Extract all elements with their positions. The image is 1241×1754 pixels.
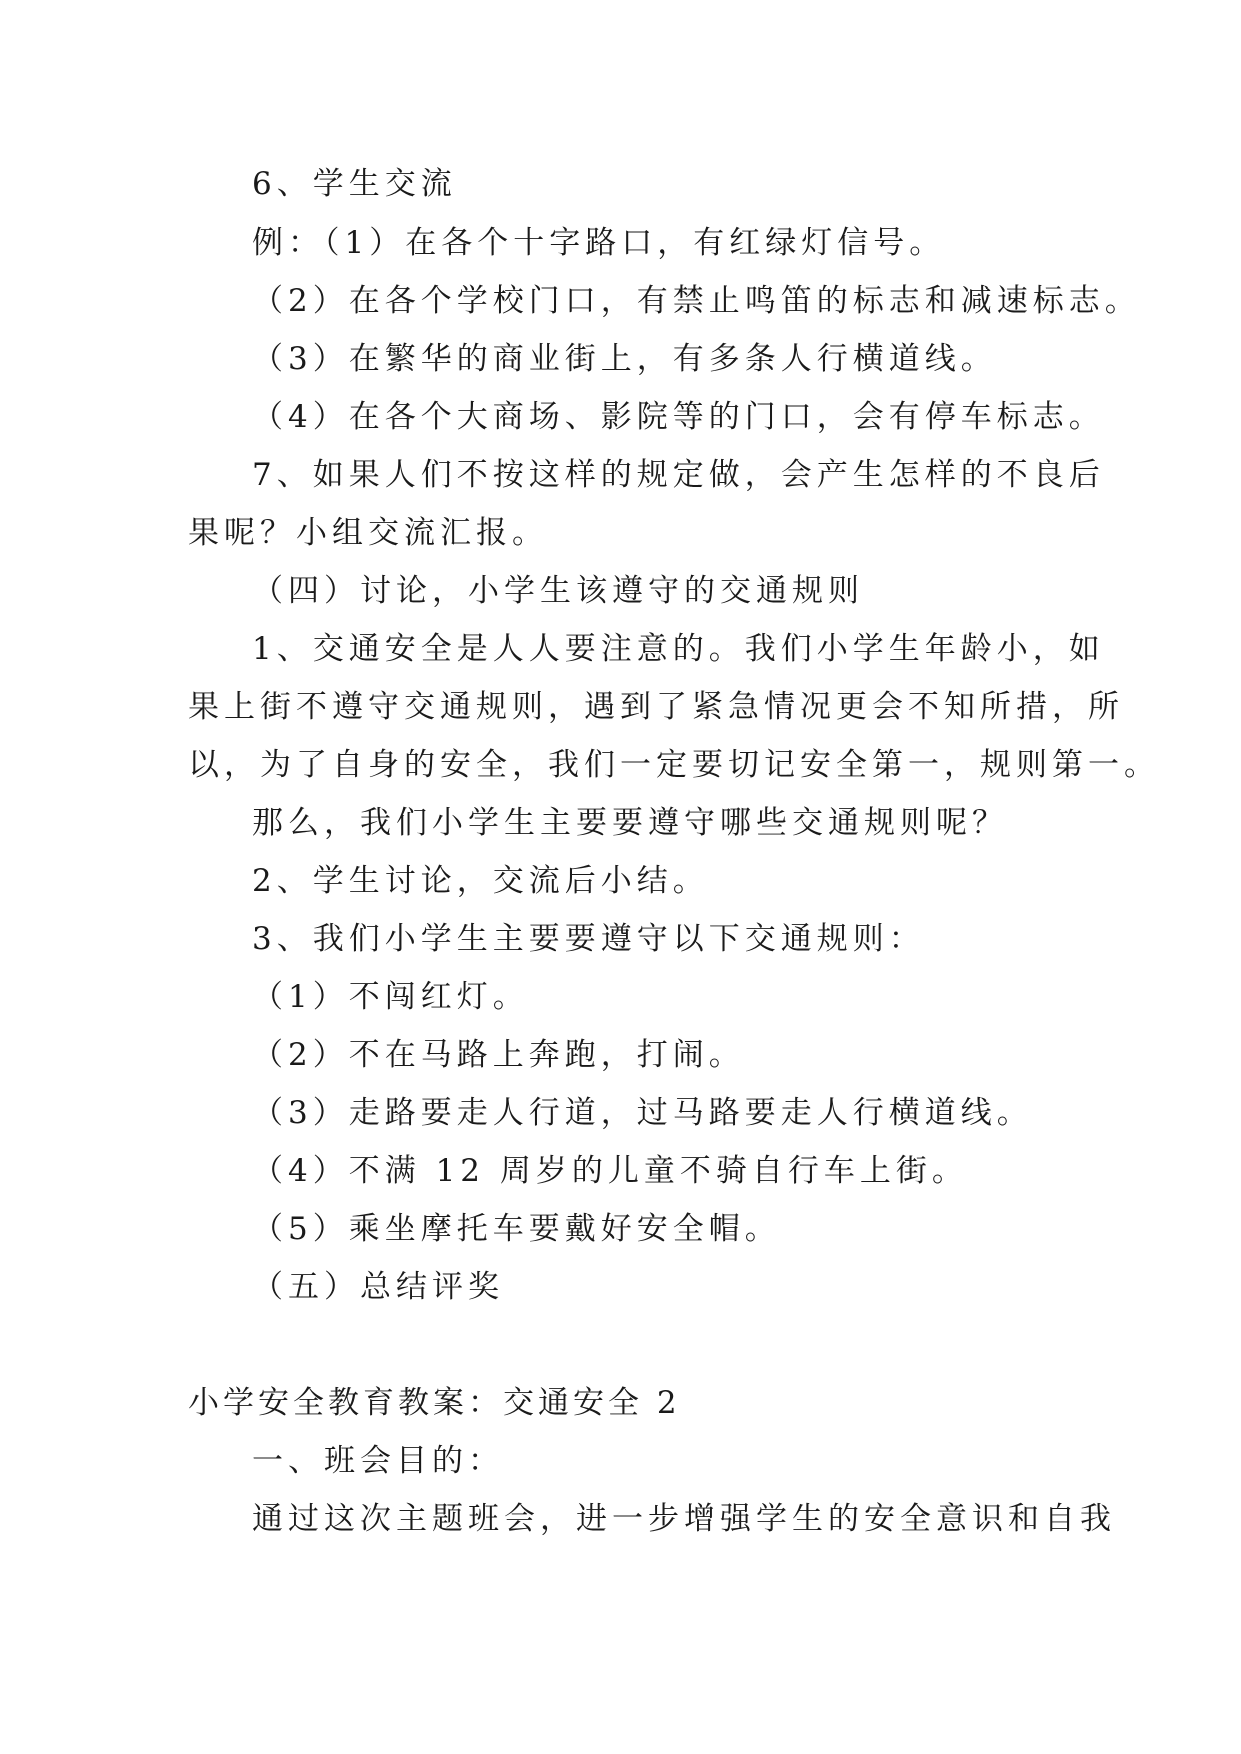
list-item: （5）乘坐摩托车要戴好安全帽。 xyxy=(252,1211,781,1247)
paragraph-line: 果呢？小组交流汇报。 xyxy=(188,515,548,551)
paragraph-line: 那么，我们小学生主要要遵守哪些交通规则呢？ xyxy=(252,805,1008,841)
paragraph-line: 1、交通安全是人人要注意的。我们小学生年龄小，如 xyxy=(252,631,1105,667)
paragraph-line: 果上街不遵守交通规则，遇到了紧急情况更会不知所措，所 xyxy=(188,689,1124,725)
paragraph-line: 2、学生讨论，交流后小结。 xyxy=(252,863,709,899)
paragraph-line: 7、如果人们不按这样的规定做，会产生怎样的不良后 xyxy=(252,457,1105,493)
section-heading: 一、班会目的： xyxy=(252,1443,504,1479)
paragraph-line: 以，为了自身的安全，我们一定要切记安全第一，规则第一。 xyxy=(188,747,1160,783)
section-heading: （四）讨论，小学生该遵守的交通规则 xyxy=(252,573,864,609)
paragraph-line: 3、我们小学生主要要遵守以下交通规则： xyxy=(252,921,925,957)
document-title: 小学安全教育教案：交通安全 2 xyxy=(188,1385,681,1421)
list-item: （3）走路要走人行道，过马路要走人行横道线。 xyxy=(252,1095,1033,1131)
list-item: （4）不满 12 周岁的儿童不骑自行车上街。 xyxy=(252,1153,968,1189)
list-item: （2）不在马路上奔跑，打闹。 xyxy=(252,1037,745,1073)
paragraph-line: 例：（1）在各个十字路口，有红绿灯信号。 xyxy=(252,225,946,261)
paragraph-line: （3）在繁华的商业街上，有多条人行横道线。 xyxy=(252,341,997,377)
paragraph-line: 通过这次主题班会，进一步增强学生的安全意识和自我 xyxy=(252,1501,1116,1537)
paragraph-line: （4）在各个大商场、影院等的门口，会有停车标志。 xyxy=(252,399,1105,435)
paragraph-line: （2）在各个学校门口，有禁止鸣笛的标志和减速标志。 xyxy=(252,283,1141,319)
section-heading: （五）总结评奖 xyxy=(252,1269,504,1305)
list-item: （1）不闯红灯。 xyxy=(252,979,529,1015)
paragraph-line: 6、学生交流 xyxy=(252,166,457,202)
